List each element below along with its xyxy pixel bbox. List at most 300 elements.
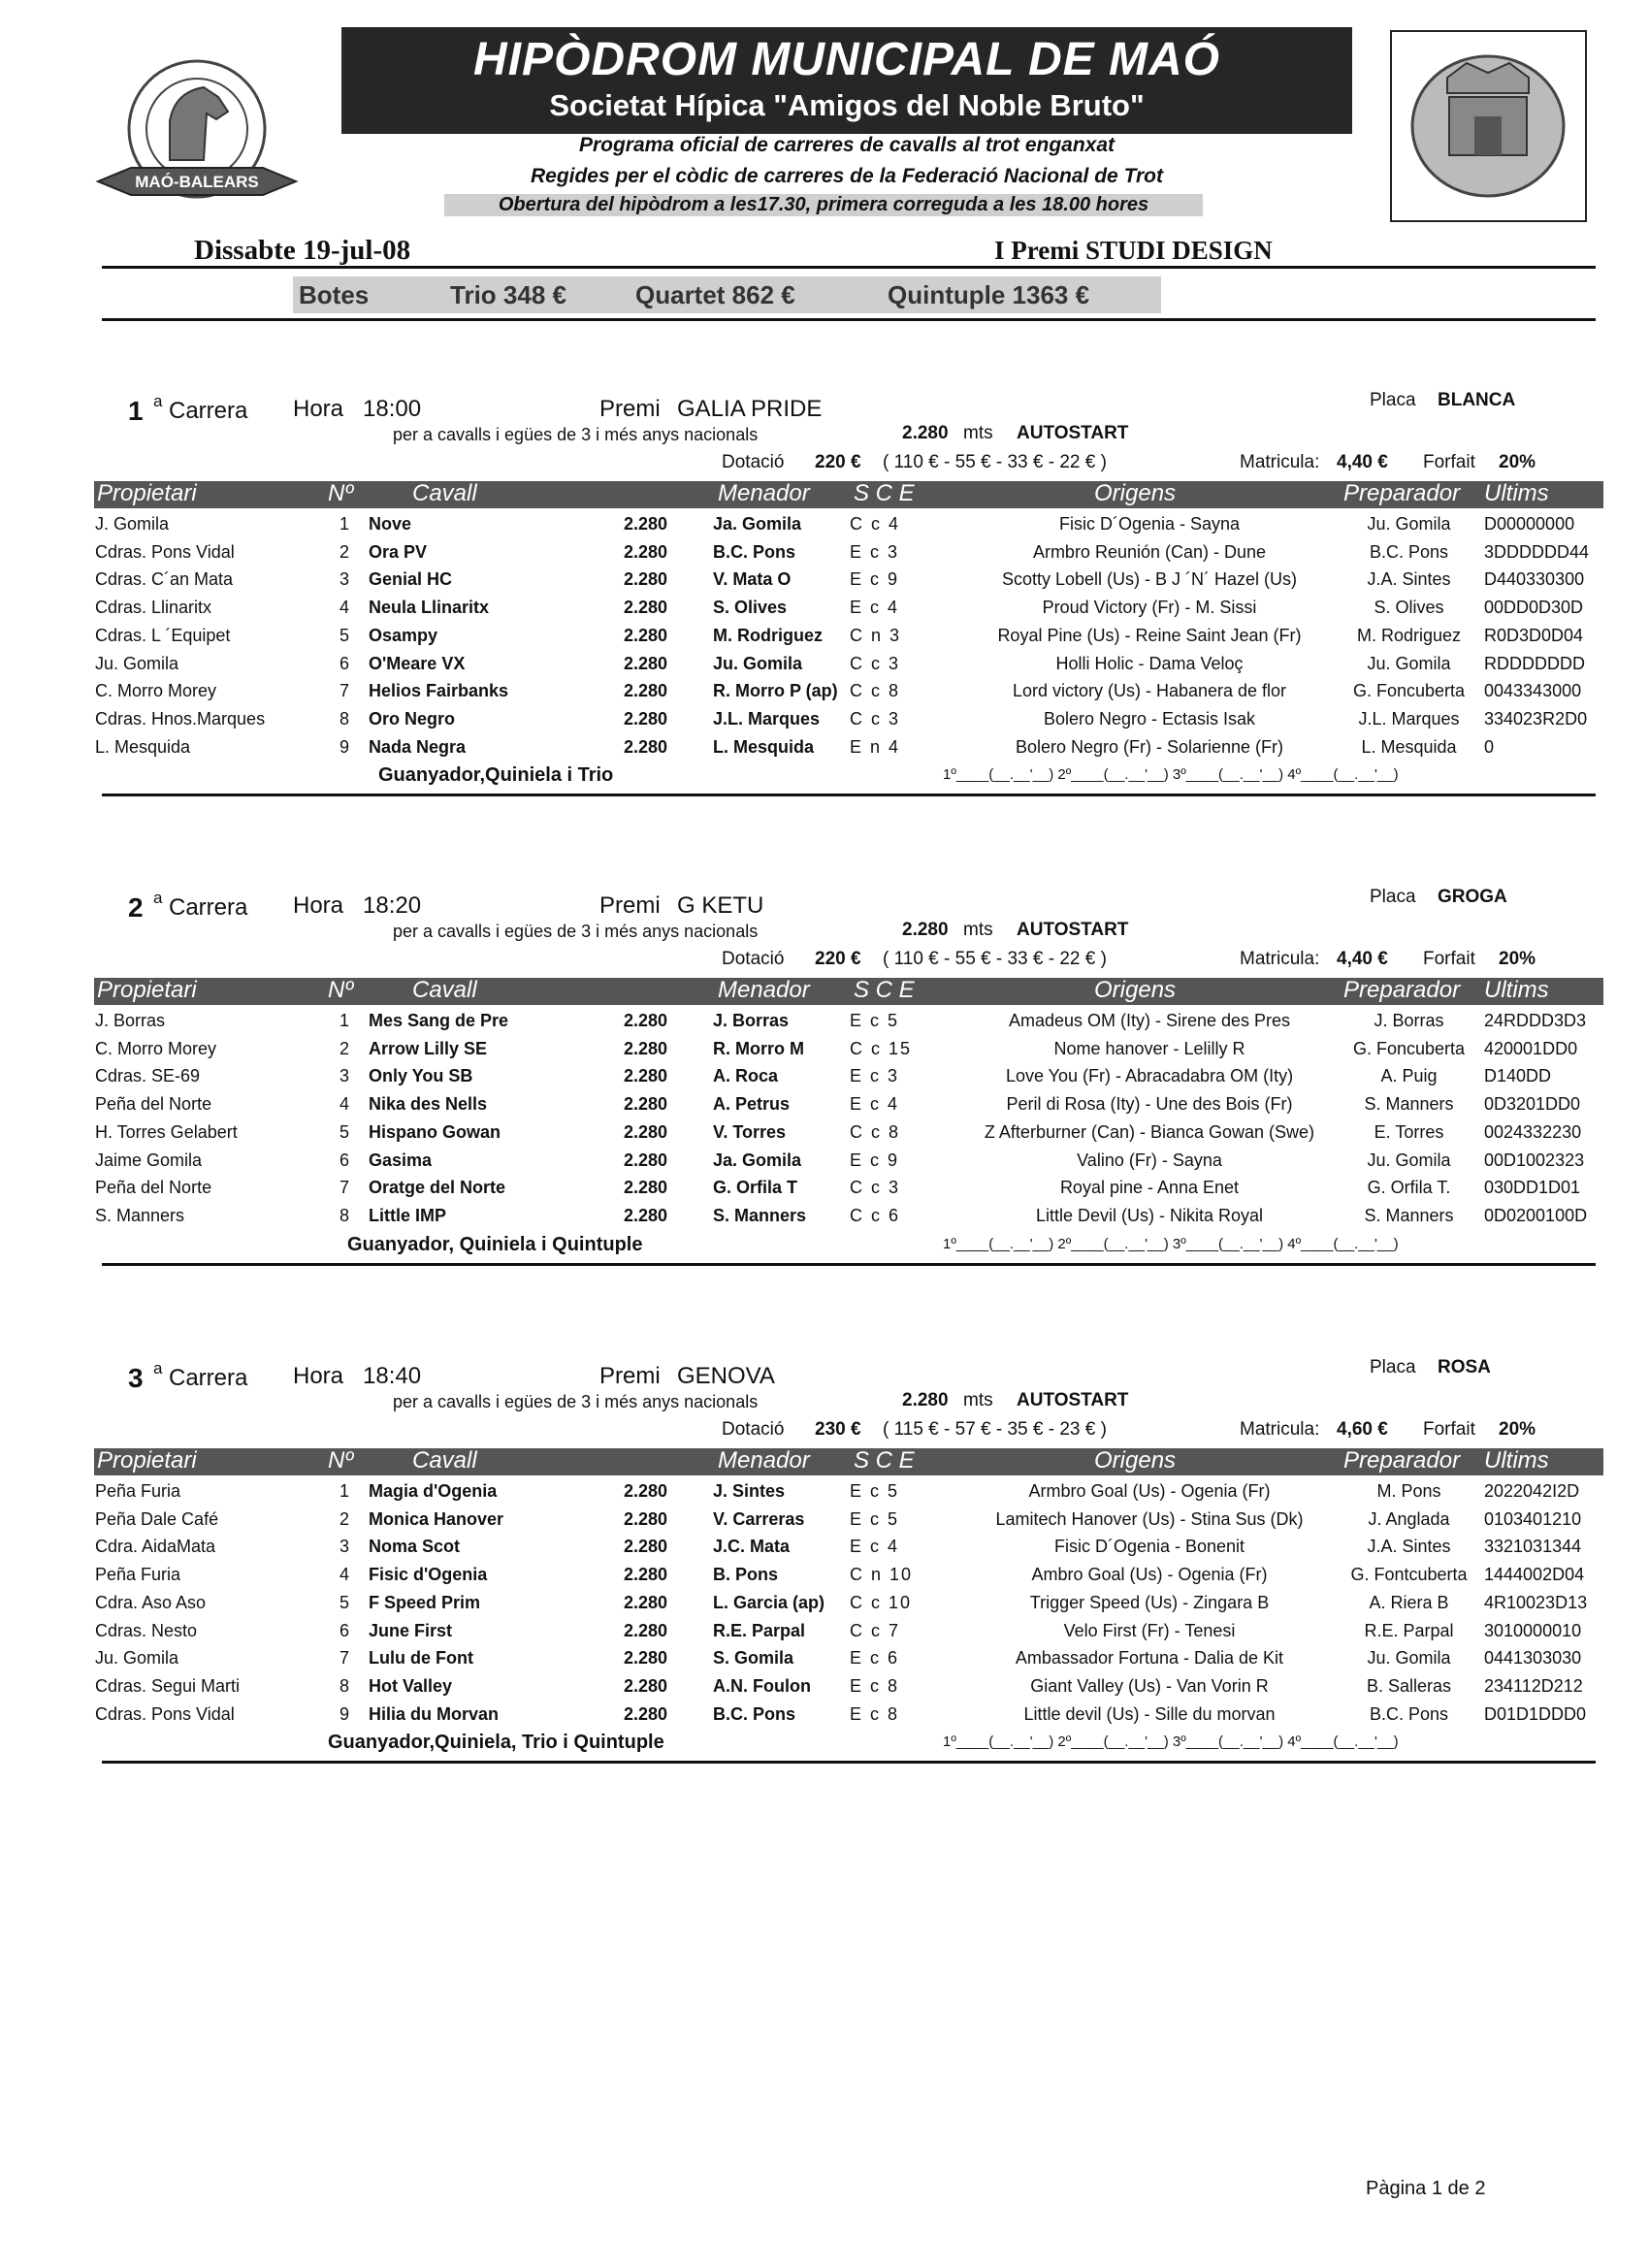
origins-cell: Velo First (Fr) - Tenesi [1063, 1620, 1236, 1640]
race-distance: 2.280 [902, 920, 949, 940]
race-block [0, 386, 1649, 823]
column-header-origens: Origens [1094, 977, 1177, 1003]
table-row [0, 567, 1649, 595]
table-row [0, 624, 1649, 651]
page-title: HIPÒDROM MUNICIPAL DE MAÓ [473, 34, 1220, 85]
owner-cell: Cdras. Segui Marti [95, 1675, 241, 1696]
svg-text:MAÓ-BALEARS: MAÓ-BALEARS [135, 173, 259, 191]
race-number: 2 [128, 892, 144, 923]
distance-cell: 2.280 [624, 1205, 668, 1225]
sce-cell: E c 5 [850, 1011, 900, 1030]
owner-cell: C. Morro Morey [95, 681, 217, 701]
divider [102, 318, 1596, 321]
horse-number-cell: 1 [339, 514, 349, 534]
distance-cell: 2.280 [624, 1648, 668, 1669]
horse-number-cell: 4 [339, 598, 349, 618]
origins-cell: Giant Valley (Us) - Van Vorin R [1030, 1675, 1269, 1696]
column-header-sce: S C E [854, 1447, 915, 1474]
owner-cell: Cdras. L ´Equipet [95, 625, 231, 645]
column-header-preparador: Preparador [1343, 480, 1461, 506]
column-header-sce: S C E [854, 977, 915, 1003]
trainer-cell: L. Mesquida [1361, 736, 1457, 757]
sce-cell: E c 8 [850, 1703, 900, 1724]
horse-number-cell: 5 [339, 1592, 349, 1612]
last-results-cell: RDDDDDDD [1484, 653, 1585, 673]
horse-name-cell: Nika des Nells [369, 1094, 488, 1115]
trainer-cell: Ju. Gomila [1367, 1150, 1451, 1170]
driver-cell: M. Rodriguez [713, 625, 823, 645]
distance-cell: 2.280 [624, 1150, 668, 1170]
origins-cell: Valino (Fr) - Sayna [1077, 1150, 1222, 1170]
horse-name-cell: June First [369, 1620, 453, 1640]
trainer-cell: J.L. Marques [1358, 708, 1460, 729]
race-prize-name: GALIA PRIDE [677, 396, 823, 422]
driver-cell: V. Mata O [713, 569, 792, 590]
driver-cell: Ju. Gomila [713, 653, 803, 673]
distance-cell: 2.280 [624, 1121, 668, 1142]
table-row [0, 1204, 1649, 1231]
horse-number-cell: 9 [339, 1703, 349, 1724]
sce-cell: E c 4 [850, 598, 900, 618]
entries-table-header [94, 481, 1603, 508]
origins-cell: Fisic D´Ogenia - Sayna [1058, 514, 1241, 534]
owner-cell: J. Borras [95, 1011, 166, 1030]
distance-cell: 2.280 [624, 1178, 668, 1198]
prize-split: ( 110 € - 55 € - 33 € - 22 € ) [883, 949, 1107, 969]
owner-cell: H. Torres Gelabert [95, 1121, 238, 1142]
last-results-cell: 4R10023D13 [1484, 1592, 1588, 1612]
owner-cell: L. Mesquida [95, 736, 191, 757]
last-results-cell: D00000000 [1484, 514, 1575, 534]
driver-cell: R.E. Parpal [713, 1620, 806, 1640]
distance-cell: 2.280 [624, 1094, 668, 1115]
distance-cell: 2.280 [624, 1038, 668, 1058]
driver-cell: Ja. Gomila [713, 1150, 802, 1170]
horse-name-cell: Monica Hanover [369, 1508, 504, 1529]
race-number-suffix: a [153, 1359, 163, 1377]
distance-cell: 2.280 [624, 1508, 668, 1529]
driver-cell: J.C. Mata [713, 1537, 791, 1557]
sce-cell: E c 4 [850, 1094, 900, 1115]
hora-label: Hora [293, 396, 344, 422]
column-header-menador: Menador [718, 480, 810, 506]
trainer-cell: B.C. Pons [1369, 541, 1449, 562]
last-results-cell: 234112D212 [1484, 1675, 1583, 1696]
column-header-origens: Origens [1094, 1447, 1177, 1474]
owner-cell: Peña del Norte [95, 1094, 212, 1115]
distance-cell: 2.280 [624, 1011, 668, 1030]
table-row [0, 540, 1649, 567]
distance-cell: 2.280 [624, 541, 668, 562]
trainer-cell: G. Orfila T. [1367, 1178, 1451, 1198]
horse-name-cell: Noma Scot [369, 1537, 461, 1557]
horse-name-cell: Lulu de Font [369, 1648, 473, 1669]
sce-cell: C c 3 [850, 1178, 901, 1198]
sce-cell: C c 8 [850, 1121, 901, 1142]
column-header-cavall: Cavall [412, 480, 477, 506]
owner-cell: Peña Furia [95, 1481, 181, 1501]
race-time: 18:00 [363, 396, 422, 422]
dotacio-label: Dotació [722, 1419, 785, 1440]
origins-cell: Z Afterburner (Can) - Bianca Gowan (Swe) [984, 1121, 1315, 1142]
origins-cell: Royal Pine (Us) - Reine Saint Jean (Fr) [997, 625, 1302, 645]
placa-label: Placa [1370, 1357, 1416, 1377]
origins-cell: Royal pine - Anna Enet [1059, 1178, 1240, 1198]
placa-label: Placa [1370, 390, 1416, 410]
dotacio-label: Dotació [722, 949, 785, 969]
horse-number-cell: 9 [339, 736, 349, 757]
entries-table-header [94, 978, 1603, 1005]
quartet-jackpot: Quartet 862 € [635, 280, 795, 309]
horse-number-cell: 4 [339, 1094, 349, 1115]
distance-cell: 2.280 [624, 1066, 668, 1086]
last-results-cell: D01D1DDD0 [1484, 1703, 1587, 1724]
origins-cell: Holli Holic - Dama Veloç [1055, 653, 1244, 673]
last-results-cell: 0D3201DD0 [1484, 1094, 1581, 1115]
trainer-cell: G. Fontcuberta [1350, 1565, 1468, 1585]
race-placa: ROSA [1438, 1357, 1491, 1377]
jackpots-bar [293, 276, 1161, 313]
sce-cell: E c 6 [850, 1648, 900, 1669]
owner-cell: Cdra. AidaMata [95, 1537, 216, 1557]
owner-cell: Cdras. Pons Vidal [95, 1703, 235, 1724]
trainer-cell: J.A. Sintes [1367, 569, 1451, 590]
driver-cell: R. Morro M [713, 1038, 804, 1058]
forfait-label: Forfait [1423, 452, 1475, 472]
distance-cell: 2.280 [624, 625, 668, 645]
bet-types: Guanyador,Quiniela, Trio i Quintuple [328, 1732, 664, 1754]
origins-cell: Ambro Goal (Us) - Ogenia (Fr) [1031, 1565, 1268, 1585]
horse-name-cell: F Speed Prim [369, 1592, 481, 1612]
race-label: Carrera [169, 398, 248, 424]
trainer-cell: E. Torres [1374, 1121, 1444, 1142]
table-row [0, 1702, 1649, 1730]
table-row [0, 652, 1649, 679]
matricula-label: Matricula: [1240, 1419, 1320, 1440]
driver-cell: Ja. Gomila [713, 514, 802, 534]
distance-cell: 2.280 [624, 1481, 668, 1501]
driver-cell: A. Petrus [713, 1094, 791, 1115]
table-row [0, 1563, 1649, 1590]
trainer-cell: A. Puig [1380, 1066, 1438, 1086]
driver-cell: J.L. Marques [713, 708, 821, 729]
distance-cell: 2.280 [624, 1592, 668, 1612]
sce-cell: E c 5 [850, 1508, 900, 1529]
horse-number-cell: 6 [339, 1620, 349, 1640]
table-row [0, 1591, 1649, 1618]
distance-cell: 2.280 [624, 1703, 668, 1724]
hora-label: Hora [293, 892, 344, 919]
owner-cell: Ju. Gomila [95, 1648, 179, 1669]
race-matricula: 4,40 € [1337, 452, 1388, 472]
table-row [0, 1009, 1649, 1036]
trainer-cell: G. Foncuberta [1352, 1038, 1466, 1058]
origins-cell: Armbro Reunión (Can) - Dune [1032, 541, 1267, 562]
trainer-cell: J. Borras [1374, 1011, 1444, 1030]
table-row [0, 1479, 1649, 1507]
table-row [0, 1092, 1649, 1119]
horse-name-cell: Only You SB [369, 1066, 473, 1086]
horse-name-cell: Nove [369, 514, 412, 534]
hora-label: Hora [293, 1363, 344, 1389]
owner-cell: Cdras. Hnos.Marques [95, 708, 266, 729]
table-row [0, 1674, 1649, 1701]
prize-split: ( 115 € - 57 € - 35 € - 23 € ) [883, 1419, 1107, 1440]
driver-cell: V. Torres [713, 1121, 787, 1142]
last-results-cell: D440330300 [1484, 569, 1585, 590]
horse-number-cell: 5 [339, 625, 349, 645]
title-banner [341, 27, 1352, 134]
last-results-cell: D140DD [1484, 1066, 1552, 1086]
race-prize-name: GENOVA [677, 1363, 775, 1389]
race-label: Carrera [169, 894, 248, 921]
driver-cell: S. Gomila [713, 1648, 794, 1669]
distance-cell: 2.280 [624, 708, 668, 729]
driver-cell: A.N. Foulon [713, 1675, 811, 1696]
origins-cell: Love You (Fr) - Abracadabra OM (Ity) [1005, 1066, 1294, 1086]
table-row [0, 1149, 1649, 1176]
owner-cell: J. Gomila [95, 514, 170, 534]
horse-number-cell: 7 [339, 1648, 349, 1669]
last-results-cell: 0 [1484, 736, 1495, 757]
race-time: 18:20 [363, 892, 422, 919]
sce-cell: C c 7 [850, 1620, 901, 1640]
owner-cell: Cdras. Pons Vidal [95, 541, 235, 562]
race-number: 3 [128, 1363, 144, 1393]
trio-jackpot: Trio 348 € [450, 280, 566, 309]
race-start-type: AUTOSTART [1017, 1390, 1129, 1410]
last-results-cell: 00D1002323 [1484, 1150, 1585, 1170]
horse-name-cell: Helios Fairbanks [369, 681, 509, 701]
distance-cell: 2.280 [624, 598, 668, 618]
opening-line: Obertura del hipòdrom a les17.30, primera correguda a les 18.00 hores [444, 194, 1203, 216]
horse-name-cell: Little IMP [369, 1205, 446, 1225]
sce-cell: C n 10 [850, 1565, 914, 1585]
sce-cell: E c 3 [850, 1066, 900, 1086]
last-results-cell: 334023R2D0 [1484, 708, 1588, 729]
table-row [0, 1176, 1649, 1203]
trainer-cell: Ju. Gomila [1367, 1648, 1451, 1669]
driver-cell: V. Carreras [713, 1508, 805, 1529]
trainer-cell: Ju. Gomila [1367, 653, 1451, 673]
table-row [0, 1619, 1649, 1646]
driver-cell: L. Mesquida [713, 736, 815, 757]
placing-blanks: 1º____(__.__'__) 2º____(__.__'__) 3º____(__.__'__) 4º____(__.__'__) [943, 766, 1399, 784]
horse-number-cell: 7 [339, 1178, 349, 1198]
sce-cell: E c 9 [850, 569, 900, 590]
driver-cell: S. Manners [713, 1205, 807, 1225]
table-row [0, 596, 1649, 623]
last-results-cell: R0D3D0D04 [1484, 625, 1584, 645]
race-number: 1 [128, 396, 144, 426]
owner-cell: Peña Furia [95, 1565, 181, 1585]
sce-cell: E c 9 [850, 1150, 900, 1170]
horse-number-cell: 4 [339, 1565, 349, 1585]
table-row [0, 512, 1649, 539]
sce-cell: C c 4 [850, 514, 901, 534]
horse-number-cell: 1 [339, 1481, 349, 1501]
last-results-cell: 3DDDDDD44 [1484, 541, 1590, 562]
distance-cell: 2.280 [624, 514, 668, 534]
race-matricula: 4,40 € [1337, 949, 1388, 969]
sce-cell: C c 6 [850, 1205, 901, 1225]
owner-cell: Cdras. SE-69 [95, 1066, 201, 1086]
race-conditions: per a cavalls i egües de 3 i més anys nacionals [393, 922, 759, 941]
column-header-preparador: Preparador [1343, 1447, 1461, 1474]
distance-cell: 2.280 [624, 681, 668, 701]
column-header-no: Nº [328, 480, 354, 506]
table-row [0, 679, 1649, 706]
driver-cell: G. Orfila T [713, 1178, 798, 1198]
table-row [0, 735, 1649, 762]
last-results-cell: 0D0200100D [1484, 1205, 1588, 1225]
race-label: Carrera [169, 1365, 248, 1391]
divider [102, 266, 1596, 269]
race-distance: 2.280 [902, 423, 949, 443]
origins-cell: Ambassador Fortuna - Dalia de Kit [1015, 1648, 1284, 1669]
trainer-cell: R.E. Parpal [1364, 1620, 1454, 1640]
trainer-cell: Ju. Gomila [1367, 514, 1451, 534]
sce-cell: C c 10 [850, 1592, 913, 1612]
driver-cell: B.C. Pons [713, 541, 796, 562]
horse-name-cell: Neula Llinaritx [369, 598, 490, 618]
distance-unit: mts [963, 1390, 993, 1410]
horse-name-cell: O'Meare VX [369, 653, 466, 673]
race-forfait: 20% [1499, 949, 1536, 969]
column-header-ultims: Ultims [1484, 480, 1549, 506]
horse-number-cell: 3 [339, 1537, 349, 1557]
horse-name-cell: Genial HC [369, 569, 453, 590]
botes-label: Botes [299, 280, 370, 309]
trainer-cell: B. Salleras [1366, 1675, 1452, 1696]
race-distance: 2.280 [902, 1390, 949, 1410]
trainer-cell: M. Pons [1376, 1481, 1441, 1501]
driver-cell: L. Garcia (ap) [713, 1592, 825, 1612]
driver-cell: B. Pons [713, 1565, 779, 1585]
trainer-cell: S. Olives [1374, 598, 1444, 618]
origins-cell: Trigger Speed (Us) - Zingara B [1029, 1592, 1270, 1612]
race-time: 18:40 [363, 1363, 422, 1389]
dotacio-label: Dotació [722, 452, 785, 472]
placing-blanks: 1º____(__.__'__) 2º____(__.__'__) 3º____(__.__'__) 4º____(__.__'__) [943, 1235, 1399, 1252]
horse-name-cell: Ora PV [369, 541, 428, 562]
distance-cell: 2.280 [624, 1675, 668, 1696]
sce-cell: E c 5 [850, 1481, 900, 1501]
origins-cell: Little devil (Us) - Sille du morvan [1023, 1703, 1276, 1724]
race-conditions: per a cavalls i egües de 3 i més anys nacionals [393, 425, 759, 444]
trainer-cell: A. Riera B [1369, 1592, 1449, 1612]
trainer-cell: G. Foncuberta [1352, 681, 1466, 701]
table-row [0, 1037, 1649, 1064]
horse-number-cell: 3 [339, 569, 349, 590]
page-subtitle: Societat Hípica "Amigos del Noble Bruto" [549, 88, 1145, 122]
race-placa: GROGA [1438, 887, 1507, 907]
column-header-preparador: Preparador [1343, 977, 1461, 1003]
last-results-cell: 0024332230 [1484, 1121, 1582, 1142]
trainer-cell: J.A. Sintes [1367, 1537, 1451, 1557]
origins-cell: Armbro Goal (Us) - Ogenia (Fr) [1028, 1481, 1271, 1501]
origins-cell: Proud Victory (Fr) - M. Sissi [1042, 598, 1257, 618]
race-start-type: AUTOSTART [1017, 920, 1129, 940]
matricula-label: Matricula: [1240, 949, 1320, 969]
race-dotacio: 220 € [815, 452, 861, 472]
last-results-cell: 0441303030 [1484, 1648, 1582, 1669]
horse-name-cell: Mes Sang de Pre [369, 1011, 509, 1030]
sce-cell: C c 3 [850, 708, 901, 729]
horse-name-cell: Osampy [369, 625, 438, 645]
municipal-crest [1389, 29, 1588, 223]
divider [102, 1263, 1596, 1266]
premi-label: Premi [599, 396, 661, 422]
table-row [0, 1646, 1649, 1673]
horse-name-cell: Arrow Lilly SE [369, 1038, 488, 1058]
table-row [0, 1535, 1649, 1562]
column-header-sce: S C E [854, 480, 915, 506]
column-header-propietari: Propietari [97, 977, 197, 1003]
race-forfait: 20% [1499, 1419, 1536, 1440]
last-results-cell: 3010000010 [1484, 1620, 1582, 1640]
race-placa: BLANCA [1438, 390, 1516, 410]
column-header-ultims: Ultims [1484, 1447, 1549, 1474]
owner-cell: Cdras. Nesto [95, 1620, 198, 1640]
sce-cell: C c 3 [850, 653, 901, 673]
origins-cell: Lord victory (Us) - Habanera de flor [1012, 681, 1287, 701]
origins-cell: Bolero Negro - Ectasis Isak [1043, 708, 1256, 729]
column-header-propietari: Propietari [97, 1447, 197, 1474]
page-number: Pàgina 1 de 2 [1366, 2178, 1486, 2199]
last-results-cell: 030DD1D01 [1484, 1178, 1581, 1198]
owner-cell: C. Morro Morey [95, 1038, 217, 1058]
horse-name-cell: Oratge del Norte [369, 1178, 506, 1198]
divider [102, 794, 1596, 796]
owner-cell: S. Manners [95, 1205, 185, 1225]
table-row [0, 707, 1649, 734]
horse-number-cell: 1 [339, 1011, 349, 1030]
divider [102, 1761, 1596, 1764]
horse-number-cell: 6 [339, 653, 349, 673]
trainer-cell: J. Anglada [1368, 1508, 1450, 1529]
owner-cell: Cdra. Aso Aso [95, 1592, 207, 1612]
horse-name-cell: Oro Negro [369, 708, 456, 729]
column-header-cavall: Cavall [412, 977, 477, 1003]
last-results-cell: 3321031344 [1484, 1537, 1582, 1557]
column-header-origens: Origens [1094, 480, 1177, 506]
premi-label: Premi [599, 892, 661, 919]
placing-blanks: 1º____(__.__'__) 2º____(__.__'__) 3º____(__.__'__) 4º____(__.__'__) [943, 1733, 1399, 1751]
driver-cell: R. Morro P (ap) [713, 681, 838, 701]
origins-cell: Little Devil (Us) - Nikita Royal [1035, 1205, 1264, 1225]
owner-cell: Jaime Gomila [95, 1150, 203, 1170]
last-results-cell: 24RDDD3D3 [1484, 1011, 1587, 1030]
column-header-no: Nº [328, 1447, 354, 1474]
owner-cell: Peña del Norte [95, 1178, 212, 1198]
last-results-cell: 0043343000 [1484, 681, 1582, 701]
race-dotacio: 230 € [815, 1419, 861, 1440]
origins-cell: Scotty Lobell (Us) - B J ´N´ Hazel (Us) [1001, 569, 1298, 590]
horse-name-cell: Fisic d'Ogenia [369, 1565, 488, 1585]
trainer-cell: S. Manners [1364, 1205, 1454, 1225]
distance-cell: 2.280 [624, 736, 668, 757]
horse-number-cell: 8 [339, 708, 349, 729]
race-conditions: per a cavalls i egües de 3 i més anys nacionals [393, 1392, 759, 1411]
last-results-cell: 0103401210 [1484, 1508, 1582, 1529]
last-results-cell: 2022042I2D [1484, 1481, 1580, 1501]
sce-cell: E c 3 [850, 541, 900, 562]
distance-cell: 2.280 [624, 1620, 668, 1640]
owner-cell: Cdras. Llinaritx [95, 598, 212, 618]
horse-number-cell: 8 [339, 1675, 349, 1696]
rules-line: Regides per el còdic de carreres de la Federació Nacional de Trot [530, 165, 1164, 187]
